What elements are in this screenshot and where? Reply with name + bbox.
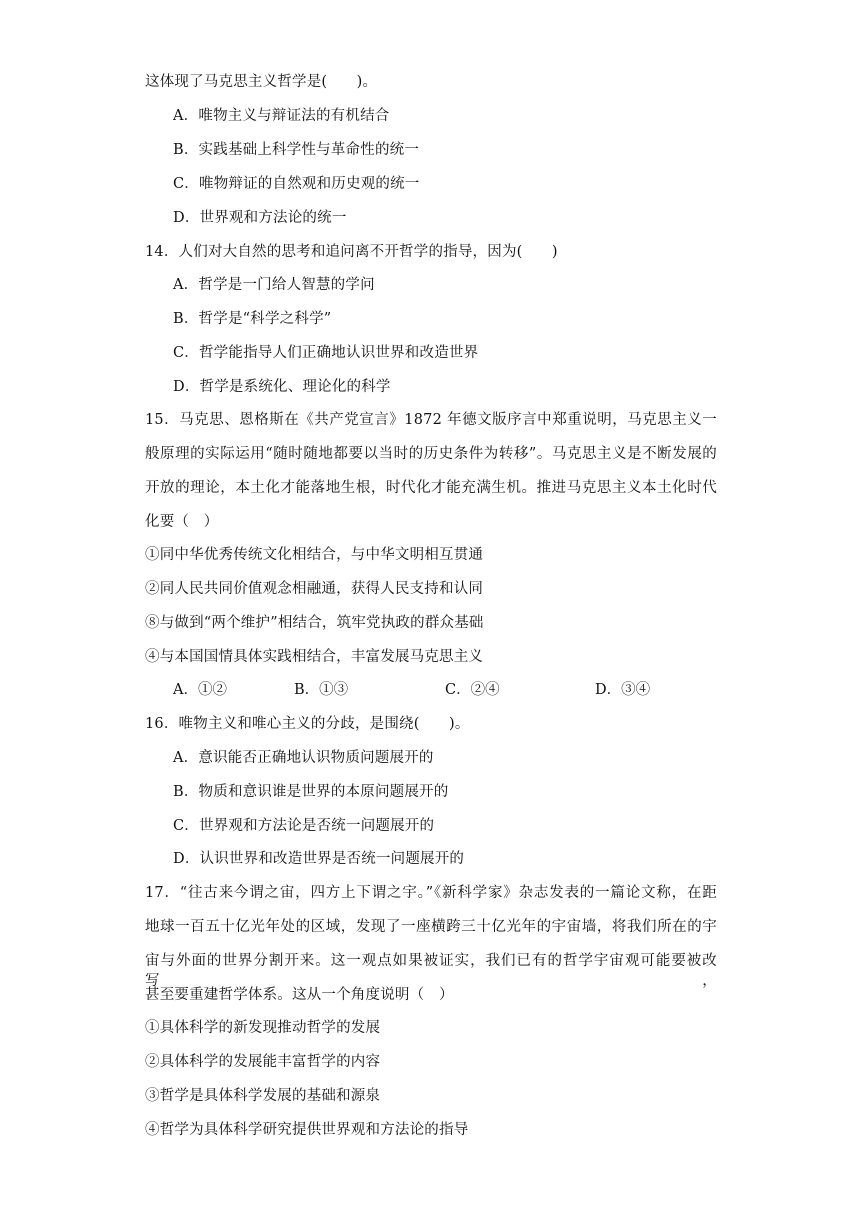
q17-stem-line-4: 甚至要重建哲学体系。这从一个角度说明（ ）: [145, 987, 454, 1003]
q17-item-2: ②具体科学的发展能丰富哲学的内容: [145, 1054, 381, 1070]
q16-option-a: A．意识能否正确地认识物质问题展开的: [173, 750, 434, 766]
q15-option-b: B．①③: [294, 682, 349, 698]
q17-item-4: ④哲学为具体科学研究提供世界观和方法论的指导: [145, 1122, 469, 1138]
q15-item-2: ②同人民共同价值观念相融通，获得人民支持和认同: [145, 581, 484, 597]
q17-stem-line-2: 地球一百五十亿光年处的区域，发现了一座横跨三十亿光年的宇宙墙，将我们所在的宇: [145, 919, 717, 935]
q13-option-b: B．实践基础上科学性与革命性的统一: [173, 142, 420, 158]
q15-item-3: ⑧与做到“两个维护”相结合，筑牢党执政的群众基础: [145, 615, 484, 631]
q13-option-c: C．唯物辩证的自然观和历史观的统一: [173, 176, 420, 192]
q13-option-d: D．世界观和方法论的统一: [173, 210, 347, 226]
q15-stem-line-2: 般原理的实际运用“随时随地都要以当时的历史条件为转移”。马克思主义是不断发展的: [145, 446, 717, 462]
q15-option-d: D．③④: [595, 682, 651, 698]
q17-stem-line-3: 宙与外面的世界分割开来。这一观点如果被证实，我们已有的哲学宇宙观可能要被改写，: [145, 953, 717, 989]
q15-stem-line-4: 化要（ ）: [145, 514, 219, 530]
q16-option-b: B．物质和意识谁是世界的本原问题展开的: [173, 784, 449, 800]
q16-option-c: C．世界观和方法论是否统一问题展开的: [173, 818, 435, 834]
q14-stem: 14．人们对大自然的思考和追问离不开哲学的指导，因为( ): [145, 244, 558, 260]
q17-item-3: ③哲学是具体科学发展的基础和源泉: [145, 1088, 381, 1104]
q14-option-d: D．哲学是系统化、理论化的科学: [173, 379, 391, 395]
q15-option-c: C．②④: [445, 682, 500, 698]
q13-option-a: A．唯物主义与辩证法的有机结合: [173, 108, 390, 124]
q15-item-4: ④与本国国情具体实践相结合，丰富发展马克思主义: [145, 649, 484, 665]
q16-option-d: D．认识世界和改造世界是否统一问题展开的: [173, 851, 465, 867]
q13-stem: 这体现了马克思主义哲学是( )。: [145, 74, 378, 90]
q14-option-a: A．哲学是一门给人智慧的学问: [173, 277, 375, 293]
q16-stem: 16．唯物主义和唯心主义的分歧，是围绕( )。: [145, 716, 470, 732]
q15-stem-line-3: 开放的理论，本土化才能落地生根，时代化才能充满生机。推进马克思主义本土化时代: [145, 480, 717, 496]
q15-stem-line-1: 15．马克思、恩格斯在《共产党宣言》1872 年德文版序言中郑重说明，马克思主义一: [145, 412, 717, 428]
q17-stem-line-1: 17．“往古来今谓之宙，四方上下谓之宇。”《新科学家》杂志发表的一篇论文称，在距: [145, 885, 717, 901]
q15-item-1: ①同中华优秀传统文化相结合，与中华文明相互贯通: [145, 547, 484, 563]
q14-option-b: B．哲学是“科学之科学”: [173, 311, 332, 327]
q14-option-c: C．哲学能指导人们正确地认识世界和改造世界: [173, 345, 479, 361]
q17-item-1: ①具体科学的新发现推动哲学的发展: [145, 1020, 381, 1036]
q15-option-a: A．①②: [173, 682, 227, 698]
